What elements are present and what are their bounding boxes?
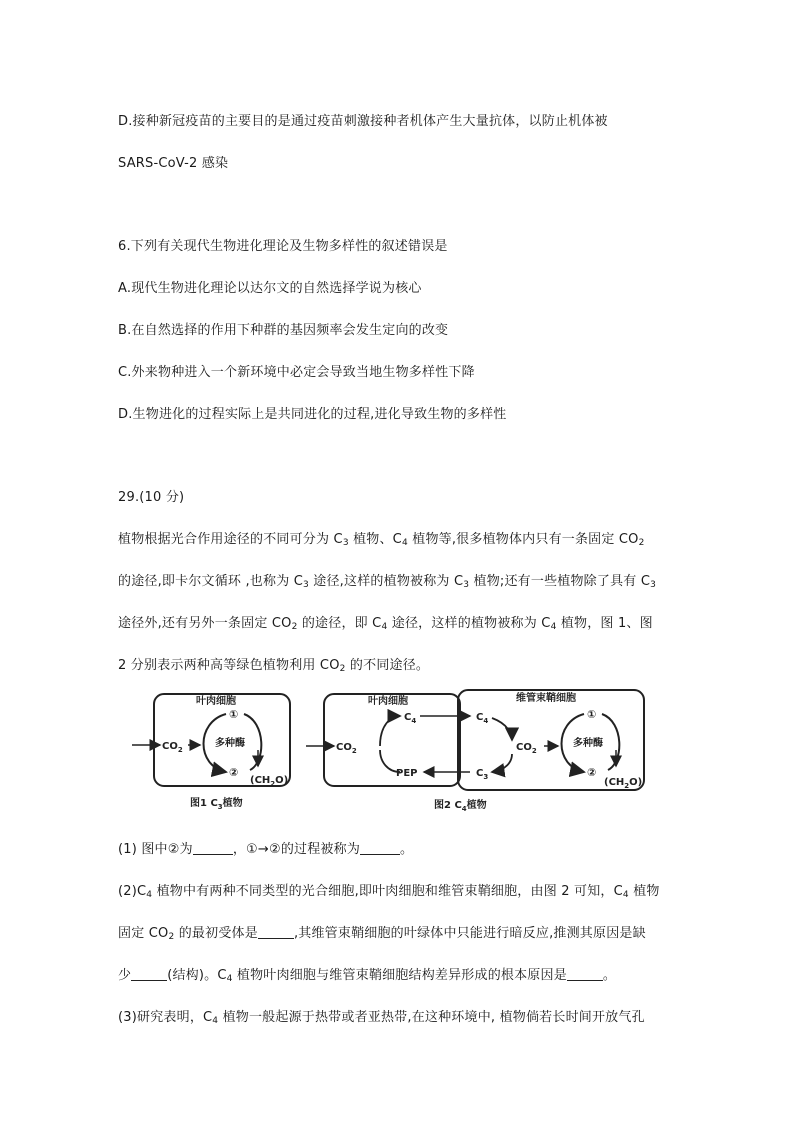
fig2-co2-to-c4-arc: [380, 716, 400, 746]
q29-sub2-line3: 少 (结构)。$C_4$ 植物叶肉细胞与维管束鞘细胞结构差异形成的根本原因是 。: [118, 968, 617, 984]
q5-option-d-line2: SARS-CoV-2 感染: [118, 156, 229, 171]
fig2-ch2o: $(CH_2O)$: [604, 777, 643, 790]
fig2-caption: 图2 $C_4$植物: [434, 800, 487, 813]
photosynthesis-pathways-figure: [118, 684, 678, 820]
q5-option-d-line1: D.接种新冠疫苗的主要目的是通过疫苗刺激接种者机体产生大量抗体，以防止机体被: [118, 114, 608, 129]
fig1-circle1: ①: [229, 708, 239, 721]
q29-sub2-line2: 固定 $CO_2$ 的最初受体是 ,其维管束鞘细胞的叶绿体中只能进行暗反应,推测其原因是缺: [118, 926, 646, 942]
q29-intro-line2: 的途径,即卡尔文循环 ,也称为 $C_3$ 途径,这样的植物被称为 $C_3$ 植物;还有一些植物除了具有 $C_3$: [118, 574, 657, 590]
q29-intro-line4: 2 分别表示两种高等绿色植物利用 $CO_2$ 的不同途径。: [118, 658, 430, 674]
fig2-mesophyll-label: 叶肉细胞: [368, 696, 408, 707]
fig2-co2-bundle: $CO_2$: [516, 742, 537, 755]
fig2-c3-bundle: $C_3$: [476, 768, 489, 781]
q6-stem: 6.下列有关现代生物进化理论及生物多样性的叙述错误是: [118, 239, 448, 254]
fig1-mesophyll-label: 叶肉细胞: [196, 696, 236, 707]
fig1-ch2o: $(CH_2O)$: [250, 775, 289, 788]
fig1-enzymes: 多种酶: [215, 738, 245, 749]
q6-option-d: D.生物进化的过程实际上是共同进化的过程,进化导致生物的多样性: [118, 407, 507, 422]
fig2-c4-mesophyll: $C_4$: [404, 712, 417, 725]
answer-blank[interactable]: [131, 968, 167, 981]
q6-option-b: B.在自然选择的作用下种群的基因频率会发生定向的改变: [118, 323, 449, 338]
fig1-caption: 图1 $C_3$植物: [190, 798, 243, 811]
q29-intro-line3: 途径外,还有另外一条固定 $CO_2$ 的途径，即 $C_4$ 途径，这样的植物被称为 $C_4$ 植物，图 1、图: [118, 616, 653, 632]
answer-blank[interactable]: [193, 842, 233, 855]
q29-sub1: (1) 图中②为 ，①→②的过程被称为 。: [118, 842, 414, 857]
answer-blank[interactable]: [360, 842, 400, 855]
fig2-enzymes: 多种酶: [573, 738, 603, 749]
fig2-co2-label: $CO_2$: [336, 742, 357, 755]
q29-header: 29.(10 分): [118, 490, 185, 505]
answer-blank[interactable]: [567, 968, 603, 981]
q6-option-a: A.现代生物进化理论以达尔文的自然选择学说为核心: [118, 281, 422, 296]
fig2-pep: PEP: [396, 768, 418, 779]
q29-sub2-line1: $(2)C_4$ 植物中有两种不同类型的光合细胞,即叶肉细胞和维管束鞘细胞，由图 2 可知，$C_4$ 植物: [118, 884, 660, 900]
fig1-co2-label: $CO_2$: [162, 741, 183, 754]
answer-blank[interactable]: [258, 926, 294, 939]
fig2-bundle-label: 维管束鞘细胞: [516, 693, 576, 704]
fig1-circle2: ②: [229, 766, 239, 779]
fig2-c4-bundle: $C_4$: [476, 712, 489, 725]
q29-sub3-line1: (3)研究表明，$C_4$ 植物一般起源于热带或者亚热带,在这种环境中, 植物倘若长时间开放气孔: [118, 1010, 645, 1026]
q29-intro-line1: 植物根据光合作用途径的不同可分为 $C_3$ 植物、$C_4$ 植物等,很多植物体内只有一条固定 $CO_2$: [118, 532, 645, 548]
fig2-circle2: ②: [587, 766, 597, 779]
q6-option-c: C.外来物种进入一个新环境中必定会导致当地生物多样性下降: [118, 365, 475, 380]
fig2-circle1: ①: [587, 708, 597, 721]
